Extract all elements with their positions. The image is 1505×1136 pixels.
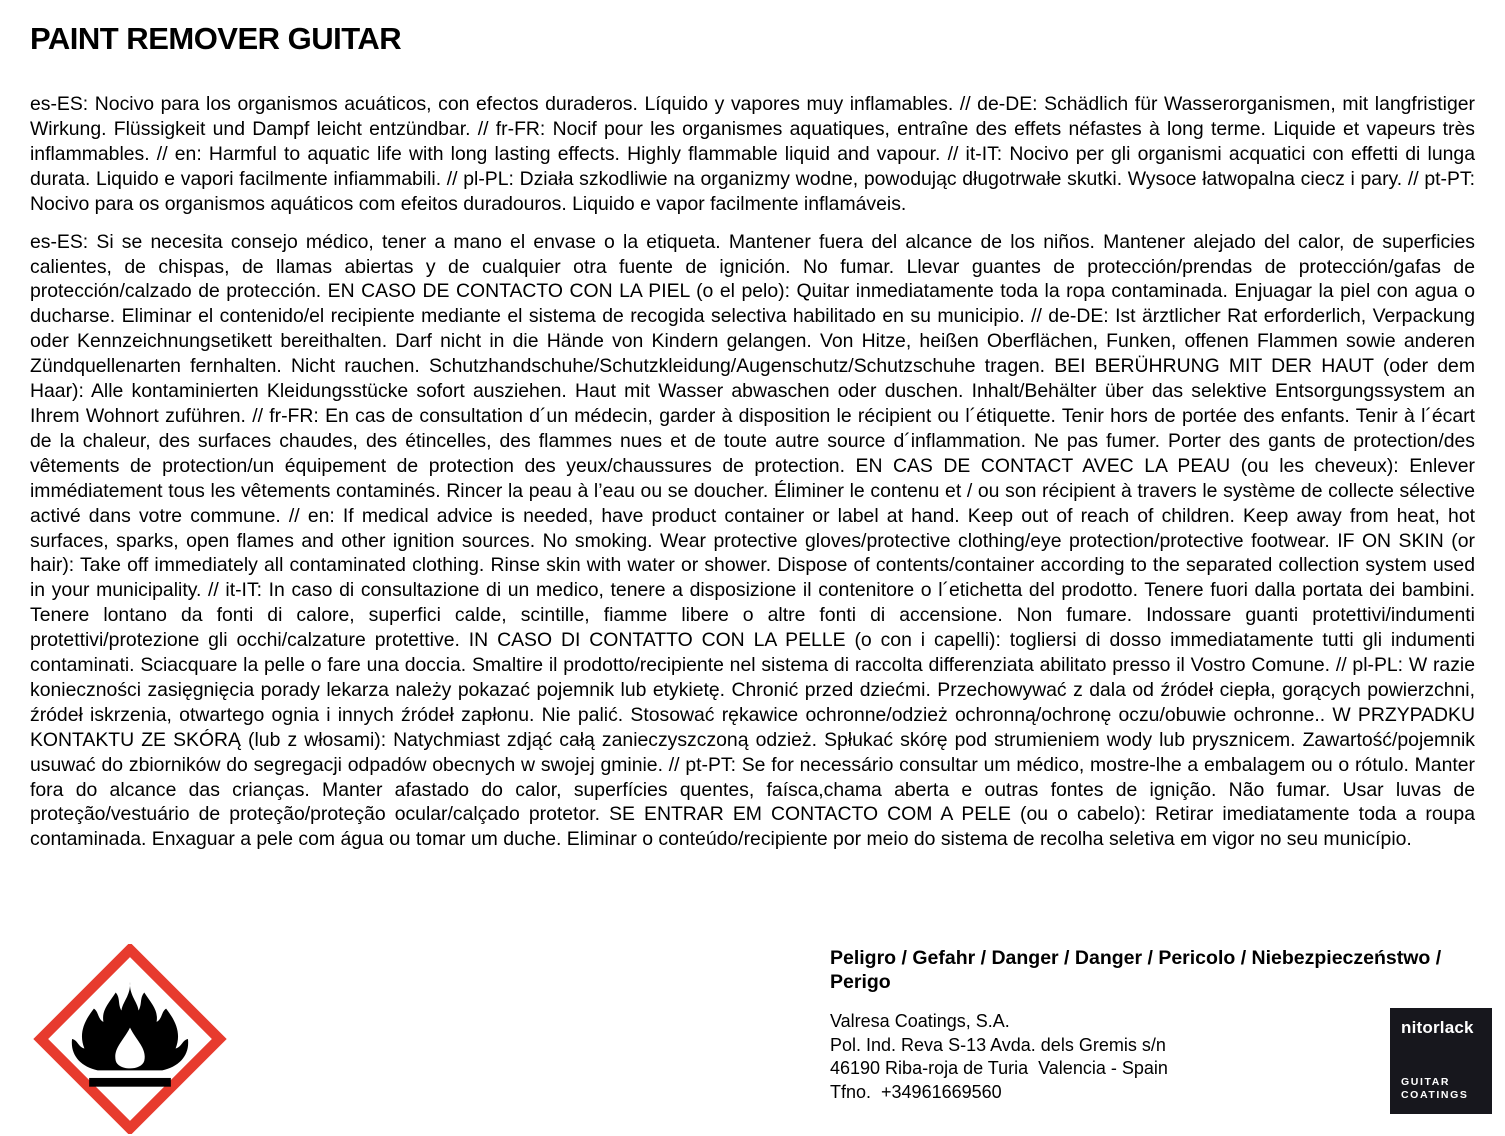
page-title: PAINT REMOVER GUITAR [30, 21, 402, 56]
ghs-flammable-icon [30, 944, 230, 1134]
manufacturer-block [830, 1010, 1168, 1104]
brand-logo-name: nitorlack [1401, 1018, 1474, 1037]
label-footer [0, 938, 1505, 1136]
manufacturer-name: Valresa Coatings, S.A. [830, 1011, 1010, 1031]
manufacturer-address-line1: Pol. Ind. Reva S-13 Avda. dels Gremis s/n [830, 1034, 1166, 1055]
hazard-statements-paragraph: es-ES: Nocivo para los organismos acuáticos, con efectos duraderos. Líquido y vapores muy inflamables. // de-DE: Schädlich für Wasserorganismen, mit langfristiger Wirkung. Flüssigkeit und Dampf leicht entzündbar. // fr-FR: Nocif pour les organismes aquatiques, entraîne des effets néfastes à long terme. Liquide et vapeurs très inflammables. // en: Harmful to aquatic life with long lasting effects. Highly flammable liquid and vapour. // it-IT: Nocivo per gli organismi acquatici con effetti di lunga durata. Liquido e vapori facilmente infiammabili. // pl-PL: Działa szkodliwie na organizmy wodne, powodując długotrwałe skutki. Wysoce łatwopalna ciecz i pary. // pt-PT: Nocivo para os organismos aquáticos com efeitos duradouros. Liquido e vapor facilmente inflamáveis. [30, 93, 1475, 215]
manufacturer-phone: Tfno. +34961669560 [830, 1081, 1002, 1102]
signal-word-line: Peligro / Gefahr / Danger / Danger / Pericolo / Niebezpieczeństwo / Perigo [830, 947, 1442, 993]
precautionary-statements-paragraph: es-ES: Si se necesita consejo médico, tener a mano el envase o la etiqueta. Mantener fuera del alcance de los niños. Mantener alejado del calor, de superficies calientes, de chispas, de llamas abiertas y de cualquier otra fuente de ignición. No fumar. Llevar guantes de protección/prendas de protección/gafas de protección/calzado de protección. EN CASO DE CONTACTO CON LA PIEL (o el pelo): Quitar inmediatamente toda la ropa contaminada. Enjuagar la piel con agua o ducharse. Eliminar el contenido/el recipiente mediante el sistema de recogida selectiva habilitado en su municipio. // de-DE: Ist ärztlicher Rat erforderlich, Verpackung oder Kennzeichnungsetikett bereithalten. Darf nicht in die Hände von Kindern gelangen. Von Hitze, heißen Oberflächen, Funken, offenen Flammen sowie anderen Zündquellenarten fernhalten. Nicht rauchen. Schutzhandschuhe/Schutzkleidung/Augenschutz/Schutzschuhe tragen. BEI BERÜHRUNG MIT DER HAUT (oder dem Haar): Alle kontaminierten Kleidungsstücke sofort ausziehen. Haut mit Wasser abwaschen oder duschen. Inhalt/Behälter über das selektive Entsorgungssystem an Ihrem Wohnort zuführen. // fr-FR: En cas de consultation d´un médecin, garder à disposition le récipient ou l´étiquette. Tenir hors de portée des enfants. Tenir à l´écart de la chaleur, des surfaces chaudes, des étincelles, des flammes nues et de toute autre source d´inflammation. Ne pas fumer. Porter des gants de protection/des vêtements de protection/un équipement de protection des yeux/chaussures de protection. EN CAS DE CONTACT AVEC LA PEAU (ou les cheveux): Enlever immédiatement tous les vêtements contaminés. Rincer la peau à l’eau ou se doucher. Éliminer le contenu et / ou son récipient à travers le système de collecte sélective activé dans votre commune. // en: If medical advice is needed, have product container or label at hand. Keep out of reach of children. Keep away from heat, hot surfaces, sparks, open flames and other ignition sources. No smoking. Wear protective gloves/protective clothing/eye protection/protective footwear. IF ON SKIN (or hair): Take off immediately all contaminated clothing. Rinse skin with water or shower. Dispose of contents/container according to the separated collection system used in your municipality. // it-IT: In caso di consultazione di un medico, tenere a disposizione il contenitore o l´etichetta del prodotto. Tenere fuori dalla portata dei bambini. Tenere lontano da fonti di calore, superfici calde, scintille, fiamme libere o altre fonti di accensione. Non fumare. Indossare guanti protettivi/indumenti protettivi/protezione gli occhi/calzature protettive. IN CASO DI CONTATTO CON LA PELLE (o con i capelli): togliersi di dosso immediatamente tutti gli indumenti contaminati. Sciacquare la pelle o fare una doccia. Smaltire il prodotto/recipiente nel sistema di raccolta differenziata abilitato presso il Vostro Comune. // pl-PL: W razie konieczności zasięgnięcia porady lekarza należy pokazać pojemnik lub etykietę. Chronić przed dziećmi. Przechowywać z dala od źródeł ciepła, gorących powierzchni, źródeł iskrzenia, otwartego ognia i innych źródeł zapłonu. Nie palić. Stosować rękawice ochronne/odzież ochronną/ochronę oczu/obuwie ochronne.. W PRZYPADKU KONTAKTU ZE SKÓRĄ (lub z włosami): Natychmiast zdjąć całą zanieczyszczoną odzież. Spłukać skórę pod strumieniem wody lub prysznicem. Zawartość/pojemnik usuwać do zbiorników do segregacji odpadów obecnych w swojej gminie. // pt-PT: Se for necessário consultar um médico, mostre-lhe a embalagem ou o rótulo. Manter fora do alcance das crianças. Manter afastado do calor, superfícies quentes, faísca,chama aberta e outras fontes de ignição. Não fumar. Usar luvas de proteção/vestuário de proteção/proteção ocular/calçado protetor. SE ENTRAR EM CONTACTO COM A PELE (ou o cabelo): Retirar imediatamente toda a roupa contaminada. Enxaguar a pele com água ou tomar um duche. Eliminar o conteúdo/recipiente por meio do sistema de recolha seletiva em vigor no seu município. [30, 230, 1475, 851]
manufacturer-address-line2: 46190 Riba-roja de Turia Valencia - Spain [830, 1058, 1168, 1078]
brand-logo-tagline: GUITAR COATINGS [1401, 1076, 1469, 1101]
brand-logo [1390, 1008, 1492, 1114]
